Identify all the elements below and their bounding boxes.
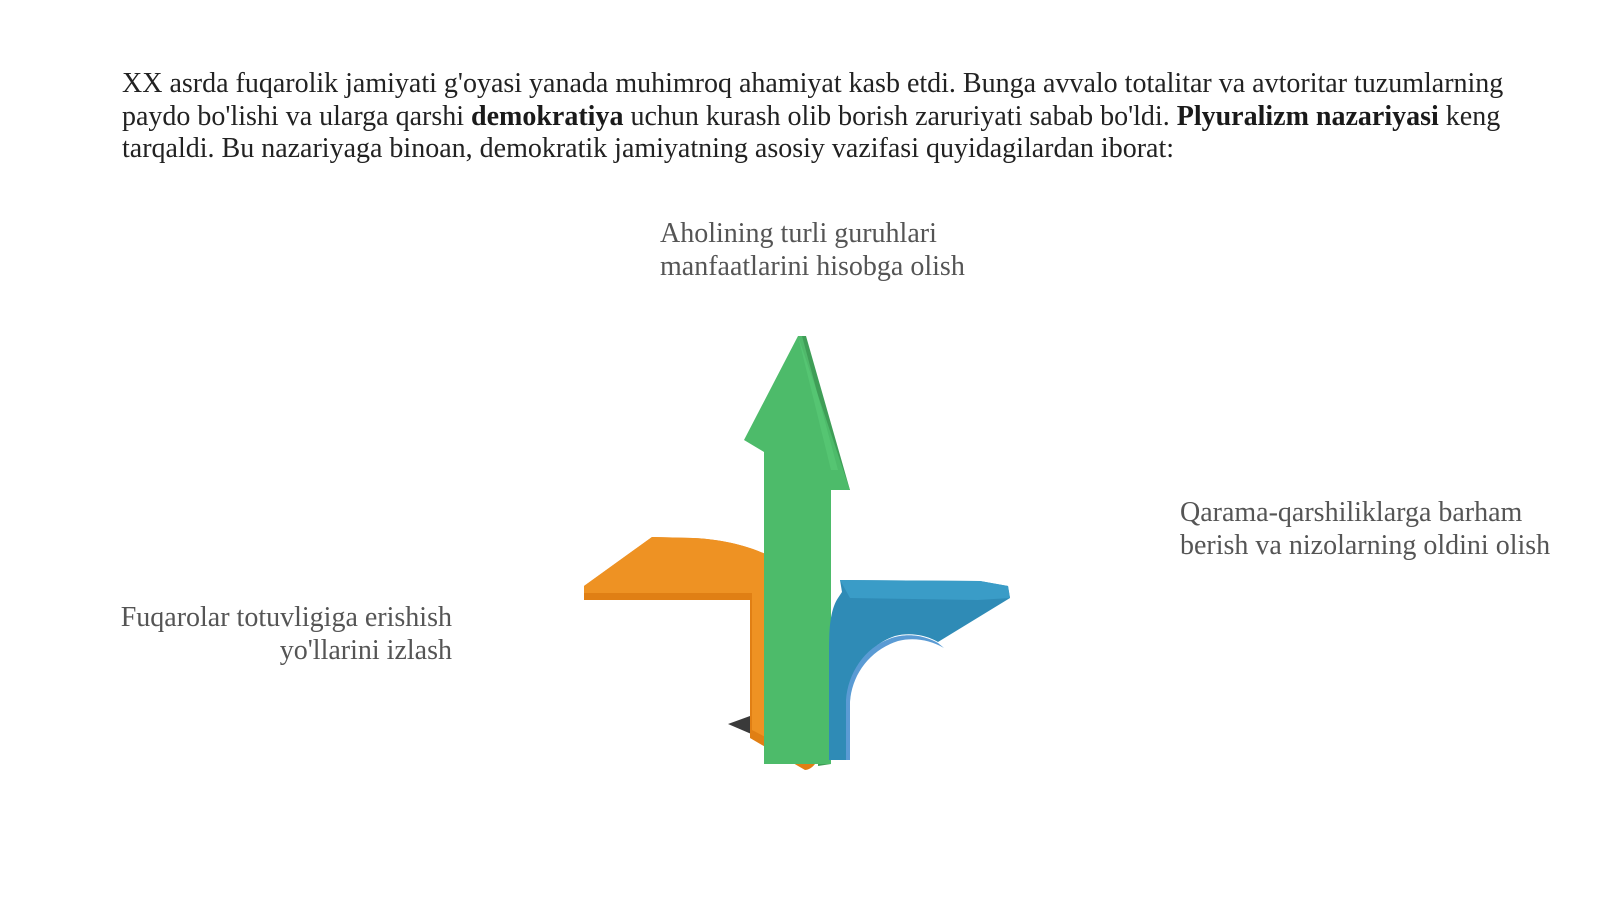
label-top-line-2: manfaatlarini hisobga olish: [660, 250, 965, 282]
intro-text-3: keng tarqaldi. Bu nazariyaga binoan, demokratik jamiyatning asosiy vazifasi quyidagilardan iborat:: [122, 100, 1501, 164]
intro-bold-pluralism: Plyuralizm nazariyasi: [1176, 100, 1439, 132]
label-left-line-1: Fuqarolar totuvligiga erishish: [120, 602, 452, 633]
label-right-line-1: Qarama-qarshiliklarga barham: [1180, 497, 1523, 528]
blue-arrow: [829, 580, 1010, 760]
intro-bold-democracy: demokratiya: [471, 100, 624, 132]
label-left-line-2: yo'llarini izlash: [279, 634, 452, 666]
label-right-line-2: berish va nizolarning oldini olish: [1180, 529, 1551, 561]
intro-text-1: XX asrda fuqarolik jamiyati g'oyasi yanada muhimroq ahamiyat kasb etdi. Bunga avvalo totalitar va avtoritar tuzumlarning paydo bo'lishi va ularga qarshi: [122, 68, 1504, 132]
label-left: [90, 602, 452, 667]
intro-text-2: uchun kurash olib borish zaruriyati sabab bo'ldi.: [623, 100, 1177, 132]
label-right: [1180, 497, 1550, 562]
label-top-line-1: Aholining turli guruhlari: [660, 218, 937, 249]
label-top: [660, 218, 965, 283]
